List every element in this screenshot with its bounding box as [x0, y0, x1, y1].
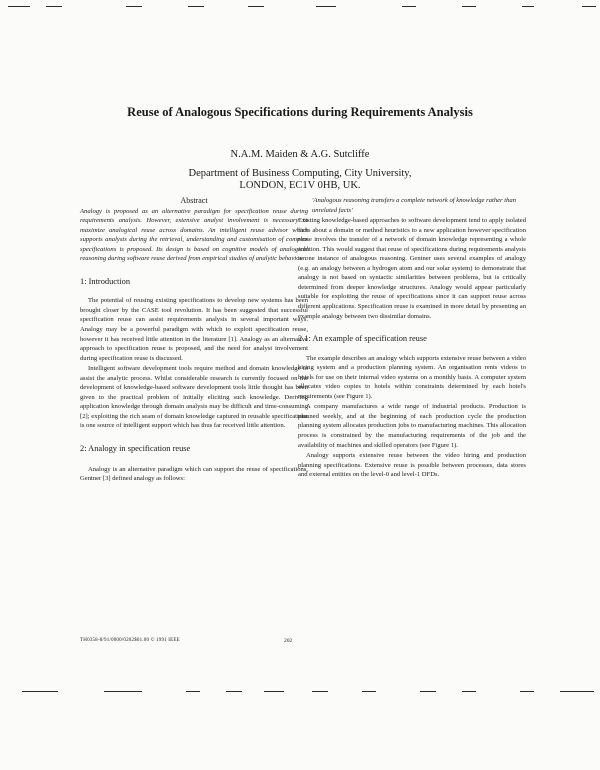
affiliation-line: Department of Business Computing, City University,: [188, 168, 412, 179]
page-number: 202: [284, 638, 293, 644]
left-column: [80, 196, 308, 485]
subsection-heading: 2.1: An example of specification reuse: [298, 334, 427, 344]
affiliation: [120, 168, 480, 192]
section-heading: 2: Analogy in specification reuse: [80, 444, 191, 454]
scan-mark: [226, 691, 242, 692]
paper-title: Reuse of Analogous Specifications during Requirements Analysis: [127, 105, 473, 119]
scan-mark: [248, 6, 264, 7]
scan-mark: [462, 6, 476, 7]
paragraph: Existing knowledge-based approaches to software development tend to apply isolated facts about a domain or method heuristics to a new application however specification reuse involves the transfer of a network of domain knowledge representing a whole solution. This would suggest that reuse of specifications during requirements analysis is one instance of analogous reasoning. Gentner uses several examples of analogy (e.g. an analogy between a hydrogen atom and our solar system) to demonstrate that analogy is not based on syntactic similarities between problems, but is critically determined from deeper knowledge structures. Analogy would appear particularly suitable for exploiting the reuse of specifications since it can support reuse across different applications. Specification reuse is examined in more detail by presenting an example analogy between two dissimilar domains.: [298, 217, 526, 320]
scan-mark: [522, 6, 534, 7]
scan-mark: [560, 691, 594, 692]
paragraph: Analogy is an alternative paradigm which can support the reuse of specifications, Gentner [3] defined analogy as follows:: [80, 465, 308, 483]
copyright-notice: TH0358-8/91/0000/0202$01.00 © 1991 IEEE: [80, 638, 180, 643]
paragraph: Analogy supports extensive reuse between the video hiring and production planning specifications. Extensive reuse is possible between processes, data stores and external entities on the level-0 and level-1 DFDs.: [298, 452, 526, 479]
paragraph: The potential of reusing existing specifications to develop new systems has been brought closer by the CASE tool revolution. It has been suggested that successful specification reuse can assist requirements analysis in several important ways. Analogy may be a powerful paradigm with which to exploit specification reuse, however it has received little attention in the literature [1]. Analogy as an alternative approach to specification reuse is proposed, and the need for analyst involvement during specification reuse is discussed.: [80, 297, 308, 362]
scan-mark: [104, 691, 142, 692]
abstract-text: Analogy is proposed as an alternative paradigm for specification reuse during requirements analysis. However, extensive analyst involvement is necessary to maximize analogical reuse across domains. An intelligent reuse advisor which supports analysts during the retrieval, understanding and customisation of complex specifications is proposed. Its design is based on cognitive models of analogical reasoning during software reuse derived from empirical studies of analytic behaviour.: [80, 207, 308, 263]
scan-mark: [420, 691, 436, 692]
scan-mark: [362, 691, 376, 692]
scan-mark: [316, 6, 336, 7]
paragraph: Intelligent software development tools require method and domain knowledge to assist the analytic process. Whilst considerable research is currently focused on the development of knowledge-based software development tools little thought has been given to the practical problem of initially eliciting such knowledge. Deriving application knowledge through domain analysis may be difficult and time-consuming [2]; exploiting the rich seam of domain knowledge captured in reusable specifications is one source of intelligent support which has thus far received little attention.: [80, 365, 308, 430]
scan-mark: [126, 6, 142, 7]
paragraph: The example describes an analogy which supports extensive reuse between a video hiring system and a production planning system. An organisation rents videos to hotels for use on their internal video systems on a monthly basis. A computer system allocates video copies to hotels within constraints determined by each hotel's requirements (see Figure 1).: [298, 354, 526, 400]
scan-mark: [582, 6, 596, 7]
scan-mark: [186, 691, 200, 692]
gentner-quote: 'Analogous reasoning transfers a complete network of knowledge rather than unrelated facts': [312, 197, 516, 214]
scan-mark: [22, 691, 58, 692]
paper-authors: N.A.M. Maiden & A.G. Sutcliffe: [230, 149, 370, 160]
abstract-heading: Abstract: [180, 196, 208, 205]
scan-mark: [8, 6, 30, 7]
affiliation-line: LONDON, EC1V 0HB, UK.: [239, 180, 361, 191]
scan-mark: [402, 6, 416, 7]
section-heading: 1: Introduction: [80, 276, 131, 286]
scan-mark: [264, 691, 284, 692]
right-column: [298, 196, 526, 481]
scan-mark: [312, 691, 328, 692]
scan-mark: [520, 691, 534, 692]
scan-mark: [462, 691, 476, 692]
scan-mark: [46, 6, 62, 7]
scan-mark: [188, 6, 204, 7]
paragraph: A company manufactures a wide range of industrial products. Production is planned weekly, and at the beginning of each production cycle the production planning system allocates production jobs to manufacturing machines. This allocation process is constrained by the manufacturing requirements of the job and the availability of machines and skilled operators (see Figure 1).: [298, 403, 526, 449]
